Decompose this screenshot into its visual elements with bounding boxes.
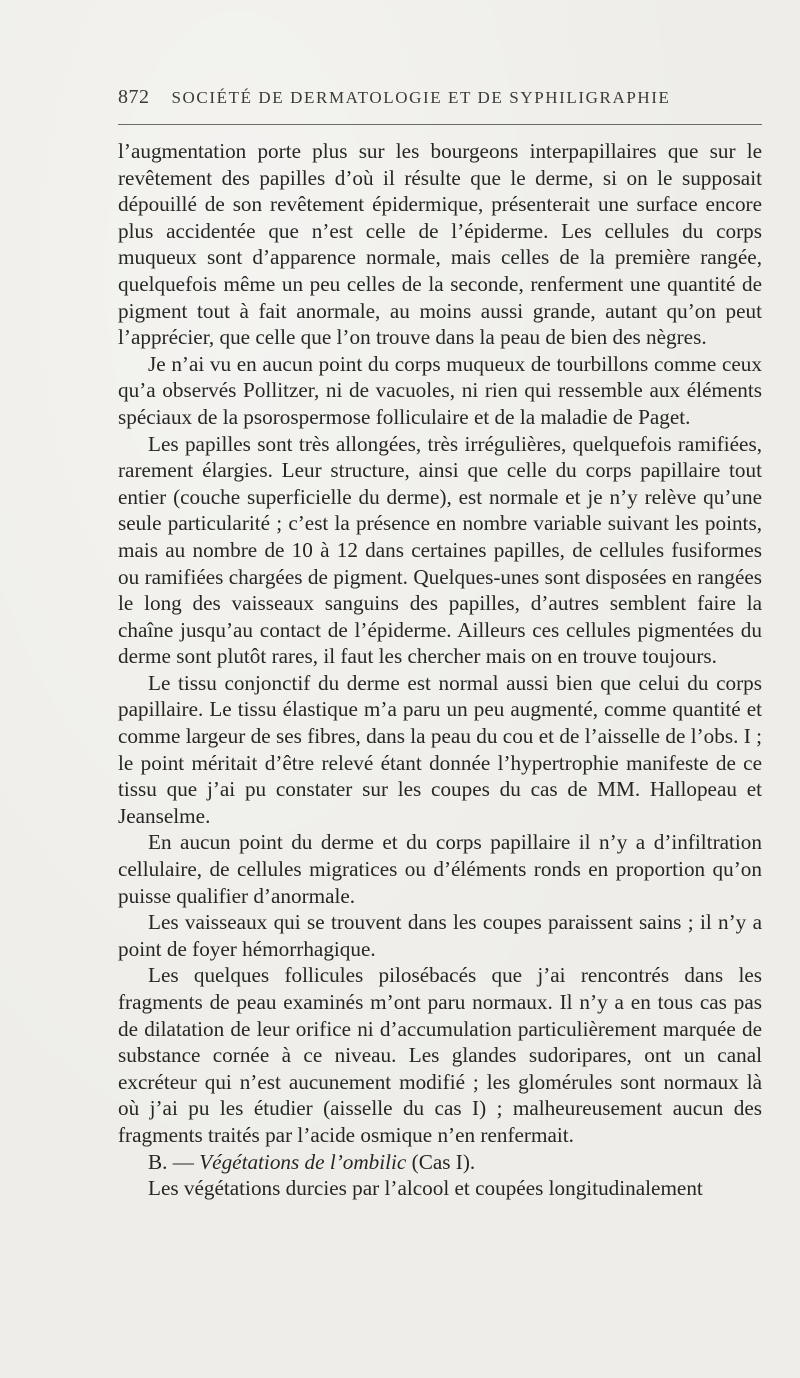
paragraph-pollitzer: Je n’ai vu en aucun point du corps muqueux de tourbillons comme ceux qu’a observés Pollitzer, ni de vacuoles, ni rien qui ressemble aux éléments spéciaux de la psorospermose folliculaire et de la maladie de Paget. <box>118 351 762 429</box>
section-b-suffix: (Cas I). <box>411 1149 476 1174</box>
page-number: 872 <box>118 86 150 108</box>
paragraph-continuation: l’augmentation porte plus sur les bourgeons interpapillaires que sur le revêtement des papilles d’où il résulte que le derme, si on le supposait dépouillé de son revêtement épidermique, présenterait une surface encore plus accidentée que n’est celle de l’épiderme. Les cellules du corps muqueux sont d’apparence normale, mais celles de la première rangée, quelquefois même un peu celles de la seconde, renferment une quantité de pigment tout à fait anormale, au moins aussi grande, autant qu’on peut l’apprécier, que celle que l’on trouve dans la peau de bien des nègres. <box>118 139 762 350</box>
header-rule <box>118 124 762 125</box>
paragraph-vaisseaux: Les vaisseaux qui se trouvent dans les coupes paraissent sains ; il n’y a point de foyer hémorrhagique. <box>118 910 762 961</box>
paragraph-papilles: Les papilles sont très allongées, très irrégulières, quelquefois ramifiées, rarement élargies. Leur structure, ainsi que celle du corps papillaire tout entier (couche superficielle du derme), est normale et je n’y relève qu’une seule particularité ; c’est la présence en nombre variable suivant les points, mais au nombre de 10 à 12 dans certaines papilles, de cellules fusiformes ou ramifiées chargées de pigment. Quelques-unes sont disposées en rangées le long des vaisseaux sanguins des papilles, d’autres semblent faire la chaîne jusqu’au contact de l’épiderme. Ailleurs ces cellules pigmentées du derme sont plutôt rares, il faut les chercher mais on en trouve toujours. <box>118 431 762 669</box>
section-b-title: Végétations de l’ombilic <box>199 1149 407 1174</box>
running-title: SOCIÉTÉ DE DERMATOLOGIE ET DE SYPHILIGRAPHIE <box>171 88 671 107</box>
paragraph-infiltration: En aucun point du derme et du corps papillaire il n’y a d’infiltration cellulaire, de cellules migratices ou d’éléments ronds en proportion qu’on puisse qualifier d’anormale. <box>118 830 762 908</box>
paragraph-follicules: Les quelques follicules pilosébacés que j’ai rencontrés dans les fragments de peau examinés m’ont paru normaux. Il n’y a en tous cas pas de dilatation de leur orifice ni d’accumulation particulièrement marquée de substance cornée à ce niveau. Les glandes sudoripares, ont un canal excréteur qui n’est aucunement modifié ; les glomérules sont normaux là où j’ai pu les étudier (aisselle du cas I) ; malheureusement aucun des fragments traités par l’acide osmique n’en renfermait. <box>118 963 762 1147</box>
paragraph-tissu-conjonctif: Le tissu conjonctif du derme est normal aussi bien que celui du corps papillaire. Le tissu élastique m’a paru un peu augmenté, comme quantité et comme largeur de ses fibres, dans la peau du cou et de l’aisselle de l’obs. I ; le point méritait d’être relevé étant donnée l’hypertrophie manifeste de ce tissu que j’ai pu constater sur les coupes du cas de MM. Hallopeau et Jeanselme. <box>118 670 762 828</box>
paragraph-vegetations: Les végétations durcies par l’alcool et coupées longitudinalement <box>148 1176 703 1201</box>
section-heading-b <box>118 1149 762 1176</box>
body-text <box>118 138 762 1202</box>
section-b-prefix: B. — <box>148 1149 194 1174</box>
running-header <box>118 86 760 110</box>
